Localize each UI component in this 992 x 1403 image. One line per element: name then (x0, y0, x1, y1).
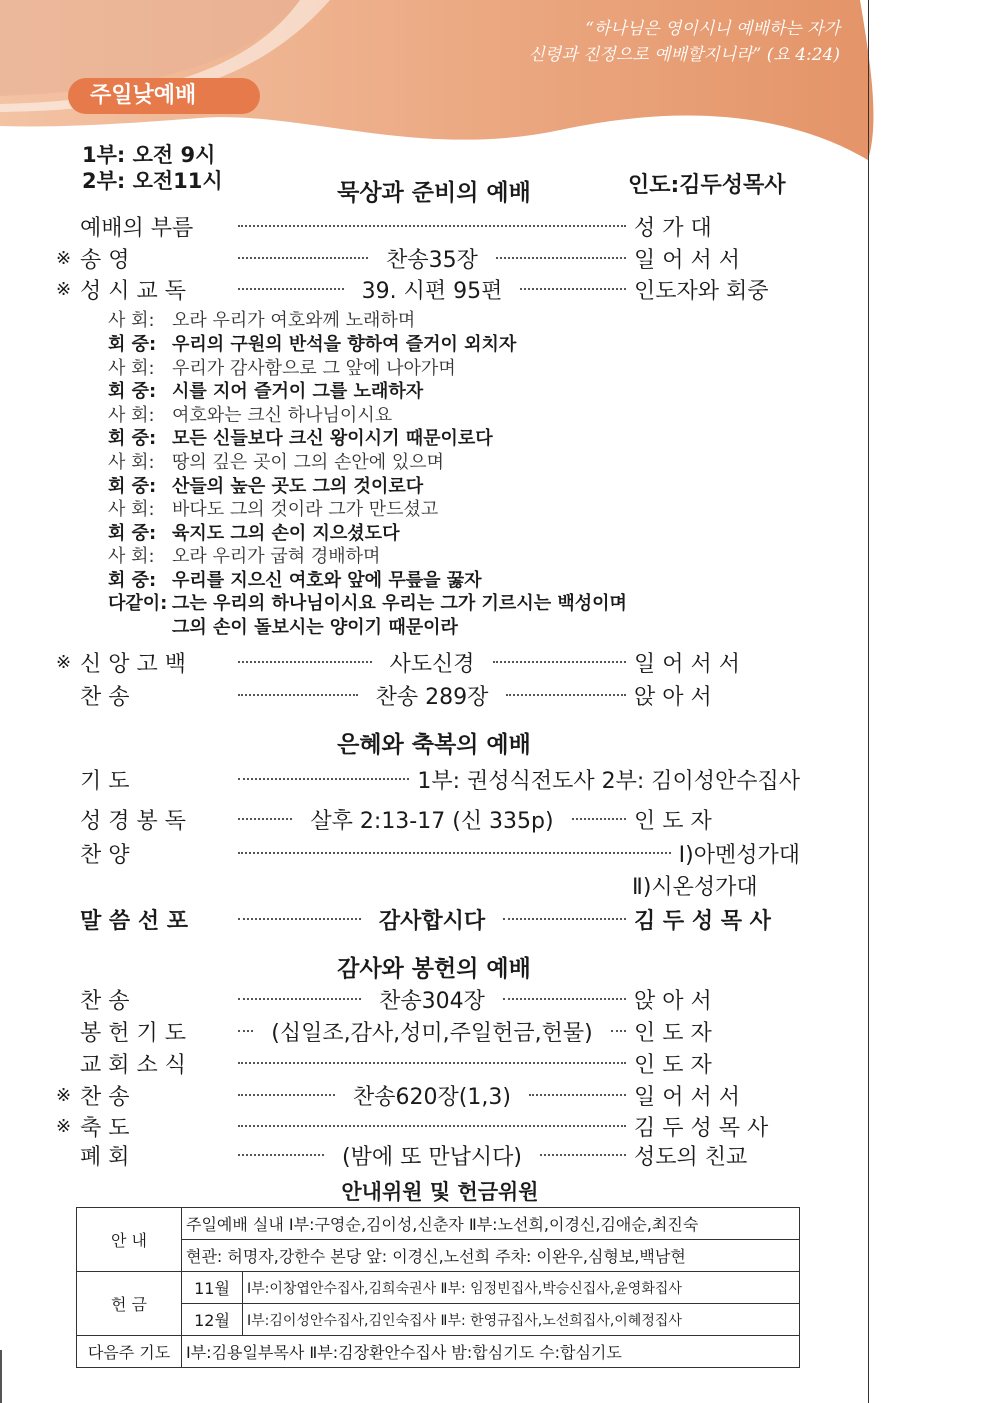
item-right: Ⅰ)아멘성가대 (678, 842, 800, 868)
section-title-1: 묵상과 준비의 예배 (337, 179, 531, 206)
reading-line: 회 중: 육지도 그의 손이 지으셨도다 (108, 523, 400, 544)
order-item-sermon (56, 904, 800, 934)
item-label: 폐 회 (80, 1144, 130, 1170)
reading-line: 회 중: 시를 지어 즐거이 그를 노래하자 (108, 381, 424, 402)
item-mid: 감사합시다 (378, 908, 486, 934)
scripture-quote (470, 16, 840, 68)
order-item-responsive-reading: ※ 성 시 교 독 39. 시편 95편 인도자와 회중 (56, 274, 800, 304)
item-label: 성 경 봉 독 (80, 808, 186, 834)
order-item-hymn-3: ※ 찬 송 찬송620장(1,3) 일 어 서 서 (56, 1080, 800, 1110)
reading-line: 사 회: 우리가 감사함으로 그 앞에 나아가며 (108, 358, 456, 379)
item-label: 찬 양 (80, 842, 130, 868)
order-item-prayer (56, 764, 800, 794)
item-label: 성 시 교 독 (80, 278, 186, 304)
item-label: 말 씀 선 포 (80, 908, 188, 934)
item-mid: 찬송35장 (386, 247, 478, 273)
order-item-doxology: ※ 송 영 찬송35장 일 어 서 서 (56, 243, 800, 273)
section-title-3: 감사와 봉헌의 예배 (337, 955, 531, 982)
item-right: 인도자와 회중 (634, 278, 769, 304)
table-row (77, 1272, 800, 1304)
item-right: 성도의 친교 (634, 1144, 748, 1170)
order-item-call-to-worship (56, 211, 800, 241)
reading-line: 회 중: 산들의 높은 곳도 그의 것이로다 (108, 476, 424, 497)
order-item-announcements (56, 1048, 800, 1078)
item-label: 찬 송 (80, 1084, 130, 1110)
table-row (77, 1304, 800, 1336)
item-right: 일 어 서 서 (634, 247, 741, 273)
page-border-left (0, 1350, 2, 1403)
committee-table (76, 1207, 800, 1368)
next-prayer-label: 다음주 기도 (77, 1336, 182, 1368)
order-item-anthem (56, 838, 800, 868)
order-item-scripture (56, 804, 800, 834)
item-right: 앉 아 서 (634, 684, 712, 710)
item-label: 신 앙 고 백 (80, 651, 186, 677)
reading-line: 회 중: 모든 신들보다 크신 왕이시기 때문이로다 (108, 428, 493, 449)
reading-line: 사 회: 바다도 그의 것이라 그가 만드셨고 (108, 499, 439, 520)
guide-row-2: 현관: 허명자,강한수 본당 앞: 이경신,노선희 주차: 이완우,심형보,백남현 (182, 1240, 800, 1272)
page-border (868, 0, 869, 1403)
order-item-hymn-1 (56, 680, 800, 710)
committee-title: 안내위원 및 헌금위원 (341, 1180, 539, 1204)
section-title-2: 은혜와 축복의 예배 (337, 731, 531, 758)
item-label: 찬 송 (80, 684, 130, 710)
item-right: 인 도 자 (634, 808, 712, 834)
item-mid: 살후 2:13-17 (신 335p) (310, 808, 554, 834)
leader: 인도:김두성목사 (628, 173, 786, 198)
item-label: 예배의 부름 (80, 215, 194, 241)
quote-line-2: 신령과 진정으로 예배할지니라” (요 4:24) (528, 45, 840, 65)
offering-dec: Ⅰ부:김이성안수집사,김인숙집사 Ⅱ부: 한영규집사,노선희집사,이혜정집사 (243, 1304, 800, 1336)
guide-row-1: 주일예배 실내 Ⅰ부:구영순,김이성,신춘자 Ⅱ부:노선희,이경신,김애순,최진숙 (182, 1208, 800, 1240)
item-right: 1부: 권성식전도사 2부: 김이성안수집사 (417, 768, 800, 794)
table-row (77, 1208, 800, 1240)
quote-line-1: “하나님은 영이시니 예배하는 자가 (585, 19, 840, 39)
order-item-closing (56, 1140, 800, 1170)
item-label: 송 영 (80, 247, 130, 273)
item-right: 김 두 성 목 사 (634, 908, 771, 934)
month-nov: 11월 (182, 1272, 243, 1304)
time-first: 1부: 오전 9시 (82, 143, 216, 167)
table-row (77, 1336, 800, 1368)
month-dec: 12월 (182, 1304, 243, 1336)
guide-label: 안 내 (77, 1208, 182, 1272)
item-right: 앉 아 서 (634, 988, 712, 1014)
item-mid: 찬송 289장 (375, 684, 489, 710)
item-mid: (밤에 또 만납시다) (342, 1144, 522, 1170)
item-right: 성 가 대 (634, 215, 712, 241)
item-label: 축 도 (80, 1115, 130, 1141)
next-prayer: Ⅰ부:김용일부목사 Ⅱ부:김장환안수집사 밤:합심기도 수:합심기도 (182, 1336, 800, 1368)
order-item-benediction: ※ 축 도 김 두 성 목 사 (56, 1111, 800, 1141)
reading-line: 사 회: 오라 우리가 굽혀 경배하며 (108, 546, 381, 567)
item-mid: 찬송304장 (379, 988, 485, 1014)
order-item-creed: ※ 신 앙 고 백 사도신경 일 어 서 서 (56, 647, 800, 677)
reading-line: 사 회: 오라 우리가 여호와께 노래하며 (108, 310, 416, 331)
item-mid: (십일조,감사,성미,주일헌금,헌물) (271, 1020, 593, 1046)
offering-nov: Ⅰ부:이창엽안수집사,김희숙권사 Ⅱ부: 임정빈집사,박승신집사,윤영화집사 (243, 1272, 800, 1304)
service-badge: 주일낮예배 (68, 78, 260, 114)
item-mid: 39. 시편 95편 (361, 278, 503, 304)
order-item-hymn-2 (56, 984, 800, 1014)
order-item-offering-prayer (56, 1016, 800, 1046)
reading-line: 회 중: 우리를 지으신 여호와 앞에 무릎을 꿇자 (108, 570, 482, 591)
reading-line: 사 회: 여호와는 크신 하나님이시요 (108, 405, 393, 426)
time-second: 2부: 오전11시 (82, 169, 223, 193)
item-right: 일 어 서 서 (634, 651, 741, 677)
item-right: 일 어 서 서 (634, 1084, 740, 1110)
item-mid: 사도신경 (389, 651, 475, 677)
reading-line: 그의 손이 돌보시는 양이기 때문이라 (172, 617, 458, 638)
table-row (77, 1240, 800, 1272)
reading-line: 회 중: 우리의 구원의 반석을 향하여 즐거이 외치자 (108, 334, 517, 355)
item-label: 기 도 (80, 768, 130, 794)
offering-label: 헌 금 (77, 1272, 182, 1336)
item-label: 찬 송 (80, 988, 130, 1014)
reading-line: 사 회: 땅의 깊은 곳이 그의 손안에 있으며 (108, 452, 445, 473)
item-label: 봉 헌 기 도 (80, 1020, 186, 1046)
item-mid: 찬송620장(1,3) (353, 1084, 511, 1110)
anthem-choir-2: Ⅱ)시온성가대 (632, 875, 758, 900)
reading-line: 다같이: 그는 우리의 하나님이시요 우리는 그가 기르시는 백성이며 (108, 593, 627, 614)
item-label: 교 회 소 식 (80, 1052, 186, 1078)
item-right: 인 도 자 (634, 1020, 712, 1046)
item-right: 김 두 성 목 사 (634, 1115, 769, 1141)
item-right: 인 도 자 (634, 1052, 712, 1078)
